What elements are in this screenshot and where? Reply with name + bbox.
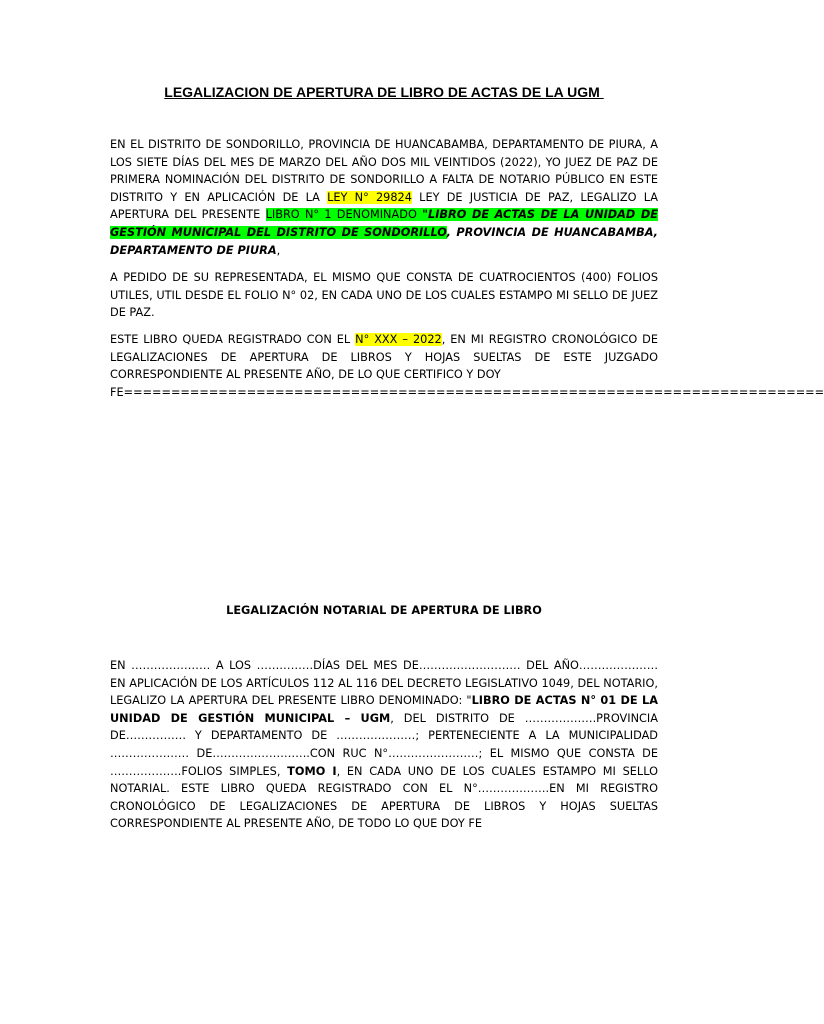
law-reference: LEY N° 29824 — [327, 190, 412, 204]
page-title: LEGALIZACION DE APERTURA DE LIBRO DE ACTAS DE LA UGM — [164, 84, 604, 100]
section-title-notarial: LEGALIZACIÓN NOTARIAL DE APERTURA DE LIBRO — [226, 604, 542, 617]
text-run: , — [276, 243, 281, 257]
text-run: EN EL DISTRITO DE SONDORILLO, PROVINCIA DE HUANCABAMBA, DEPARTAMENTO DE PIURA, A LOS SIETE DÍAS DEL MES DE MARZO DEL AÑO DOS MIL VEINTIDOS (2022), YO JUEZ DE PAZ DE PRIMERA NOMINACIÓN DEL DISTRITO DE SONDORILLO A FALTA DE NOTARIO PÚBLICO EN ESTE DISTRITO Y EN APLICACIÓN DE LA — [110, 138, 658, 204]
book-name-bold: LIBRO DE ACTAS N° 01 DE LA UNIDAD DE GESTIÓN MUNICIPAL – UGM — [110, 694, 658, 725]
book-number: LIBRO N° 1 DENOMINADO — [265, 208, 423, 222]
text-run: , EN CADA UNO DE LOS CUALES ESTAMPO MI SELLO NOTARIAL. ESTE LIBRO QUEDA REGISTRADO CON EL N°……………….EN MI REGISTRO CRONOLÓGICO DE LEGALIZACIONES DE APERTURA DE LIBROS Y HOJAS SUELTAS CORRESPONDIENTE AL PRESENTE AÑO, DE TODO LO QUE DOY FE — [110, 764, 658, 831]
registration-number: N° XXX – 2022 — [355, 333, 442, 346]
paragraph-folios: A PEDIDO DE SU REPRESENTADA, EL MISMO QUE CONSTA DE CUATROCIENTOS (400) FOLIOS UTILES, UTIL DESDE EL FOLIO N° 02, EN CADA UNO DE LOS CUALES ESTAMPO MI SELLO DE JUEZ DE PAZ. — [110, 271, 658, 320]
tomo-label: TOMO I — [287, 764, 337, 778]
text-run: , EN MI REGISTRO CRONOLÓGICO DE LEGALIZACIONES DE APERTURA DE LIBROS Y HOJAS SUELTAS DE ESTE JUZGADO CORRESPONDIENTE AL PRESENTE AÑO, DE LO QUE CERTIFICO Y DOY — [110, 333, 658, 382]
doy-fe-line: FE========================================================================== — [110, 385, 824, 399]
paragraph-legalization-intro — [110, 136, 658, 259]
book-name: "LIBRO DE ACTAS DE LA UNIDAD DE GESTIÓN MUNICIPAL DEL DISTRITO DE SONDORILLO — [110, 208, 659, 239]
paragraph-notarial — [110, 657, 658, 833]
text-run: LEY DE JUSTICIA DE PAZ, LEGALIZO LA APERTURA DEL PRESENTE — [110, 190, 658, 222]
paragraph-registration — [110, 331, 824, 401]
text-run: EN ………………… A LOS ……………DÍAS DEL MES DE……………………… DEL AÑO………………… EN APLICACIÓN DE LOS ARTÍCULOS 112 AL 116 DEL DECRETO LEGISLATIVO 1049, DEL NOTARIO, LEGALIZO LA APERTURA DEL PRESENTE LIBRO DENOMINADO: " — [110, 659, 658, 708]
text-run: ESTE LIBRO QUEDA REGISTRADO CON EL — [110, 333, 356, 346]
text-run: , DEL DISTRITO DE ……………….PROVINCIA DE……………. Y DEPARTAMENTO DE …………………; PERTENECIENTE A LA MUNICIPALIDAD ………………… DE……………………..CON RUC N°……………………; EL MISMO QUE CONSTA DE ……………….FOLIOS SIMPLES, — [110, 711, 658, 778]
book-location: , PROVINCIA DE HUANCABAMBA, DEPARTAMENTO DE PIURA — [110, 225, 658, 257]
